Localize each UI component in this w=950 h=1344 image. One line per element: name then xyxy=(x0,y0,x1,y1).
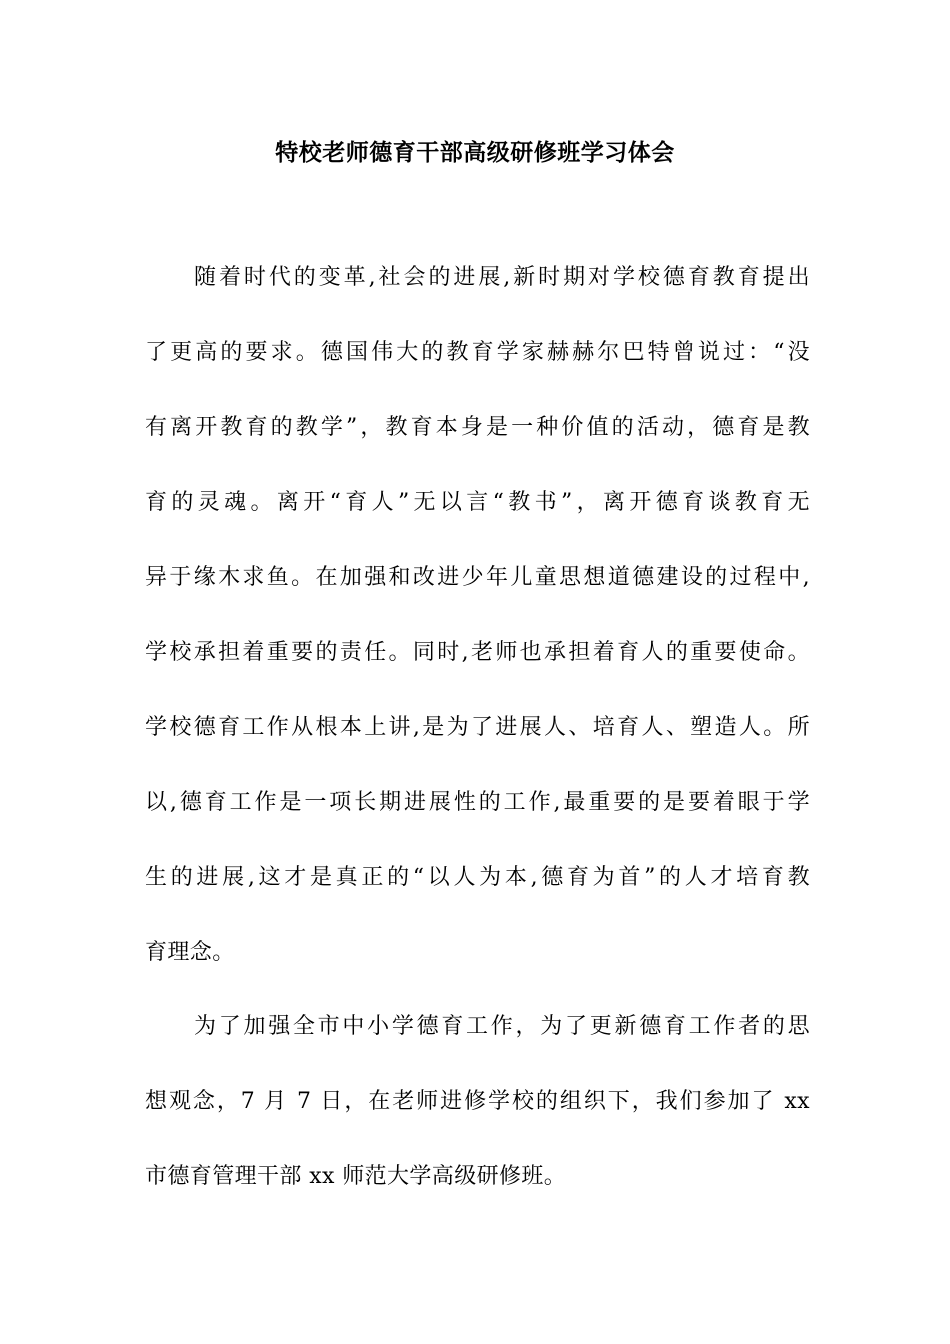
paragraph-1-line-2: 了更高的要求。德国伟大的教育学家赫赫尔巴特曾说过：“没 xyxy=(145,340,810,365)
paragraph-1-line-7: 学校德育工作从根本上讲,是为了进展人、培育人、塑造人。所 xyxy=(145,715,810,740)
paragraph-1-line-9: 生的进展,这才是真正的“以人为本,德育为首”的人才培育教 xyxy=(145,865,810,890)
paragraph-2-line-3: 市德育管理干部 xx 师范大学高级研修班。 xyxy=(145,1164,567,1189)
paragraph-1-line-5: 异于缘木求鱼。在加强和改进少年儿童思想道德建设的过程中, xyxy=(145,565,810,590)
document-title: 特校老师德育干部高级研修班学习体会 xyxy=(275,139,675,166)
paragraph-1-line-6: 学校承担着重要的责任。同时,老师也承担着育人的重要使命。 xyxy=(145,640,810,665)
paragraph-2-line-2: 想观念，7 月 7 日，在老师进修学校的组织下，我们参加了 xx xyxy=(145,1089,810,1114)
paragraph-1-line-1: 随着时代的变革,社会的进展,新时期对学校德育教育提出 xyxy=(194,265,810,290)
paragraph-1-line-10: 育理念。 xyxy=(145,940,235,965)
paragraph-1-line-3: 有离开教育的教学”，教育本身是一种价值的活动，德育是教 xyxy=(145,415,810,440)
paragraph-1-line-8: 以,德育工作是一项长期进展性的工作,最重要的是要着眼于学 xyxy=(145,790,810,815)
paragraph-1-line-4: 育的灵魂。离开“育人”无以言“教书”，离开德育谈教育无 xyxy=(145,490,810,515)
paragraph-2-line-1: 为了加强全市中小学德育工作，为了更新德育工作者的思 xyxy=(194,1014,810,1039)
